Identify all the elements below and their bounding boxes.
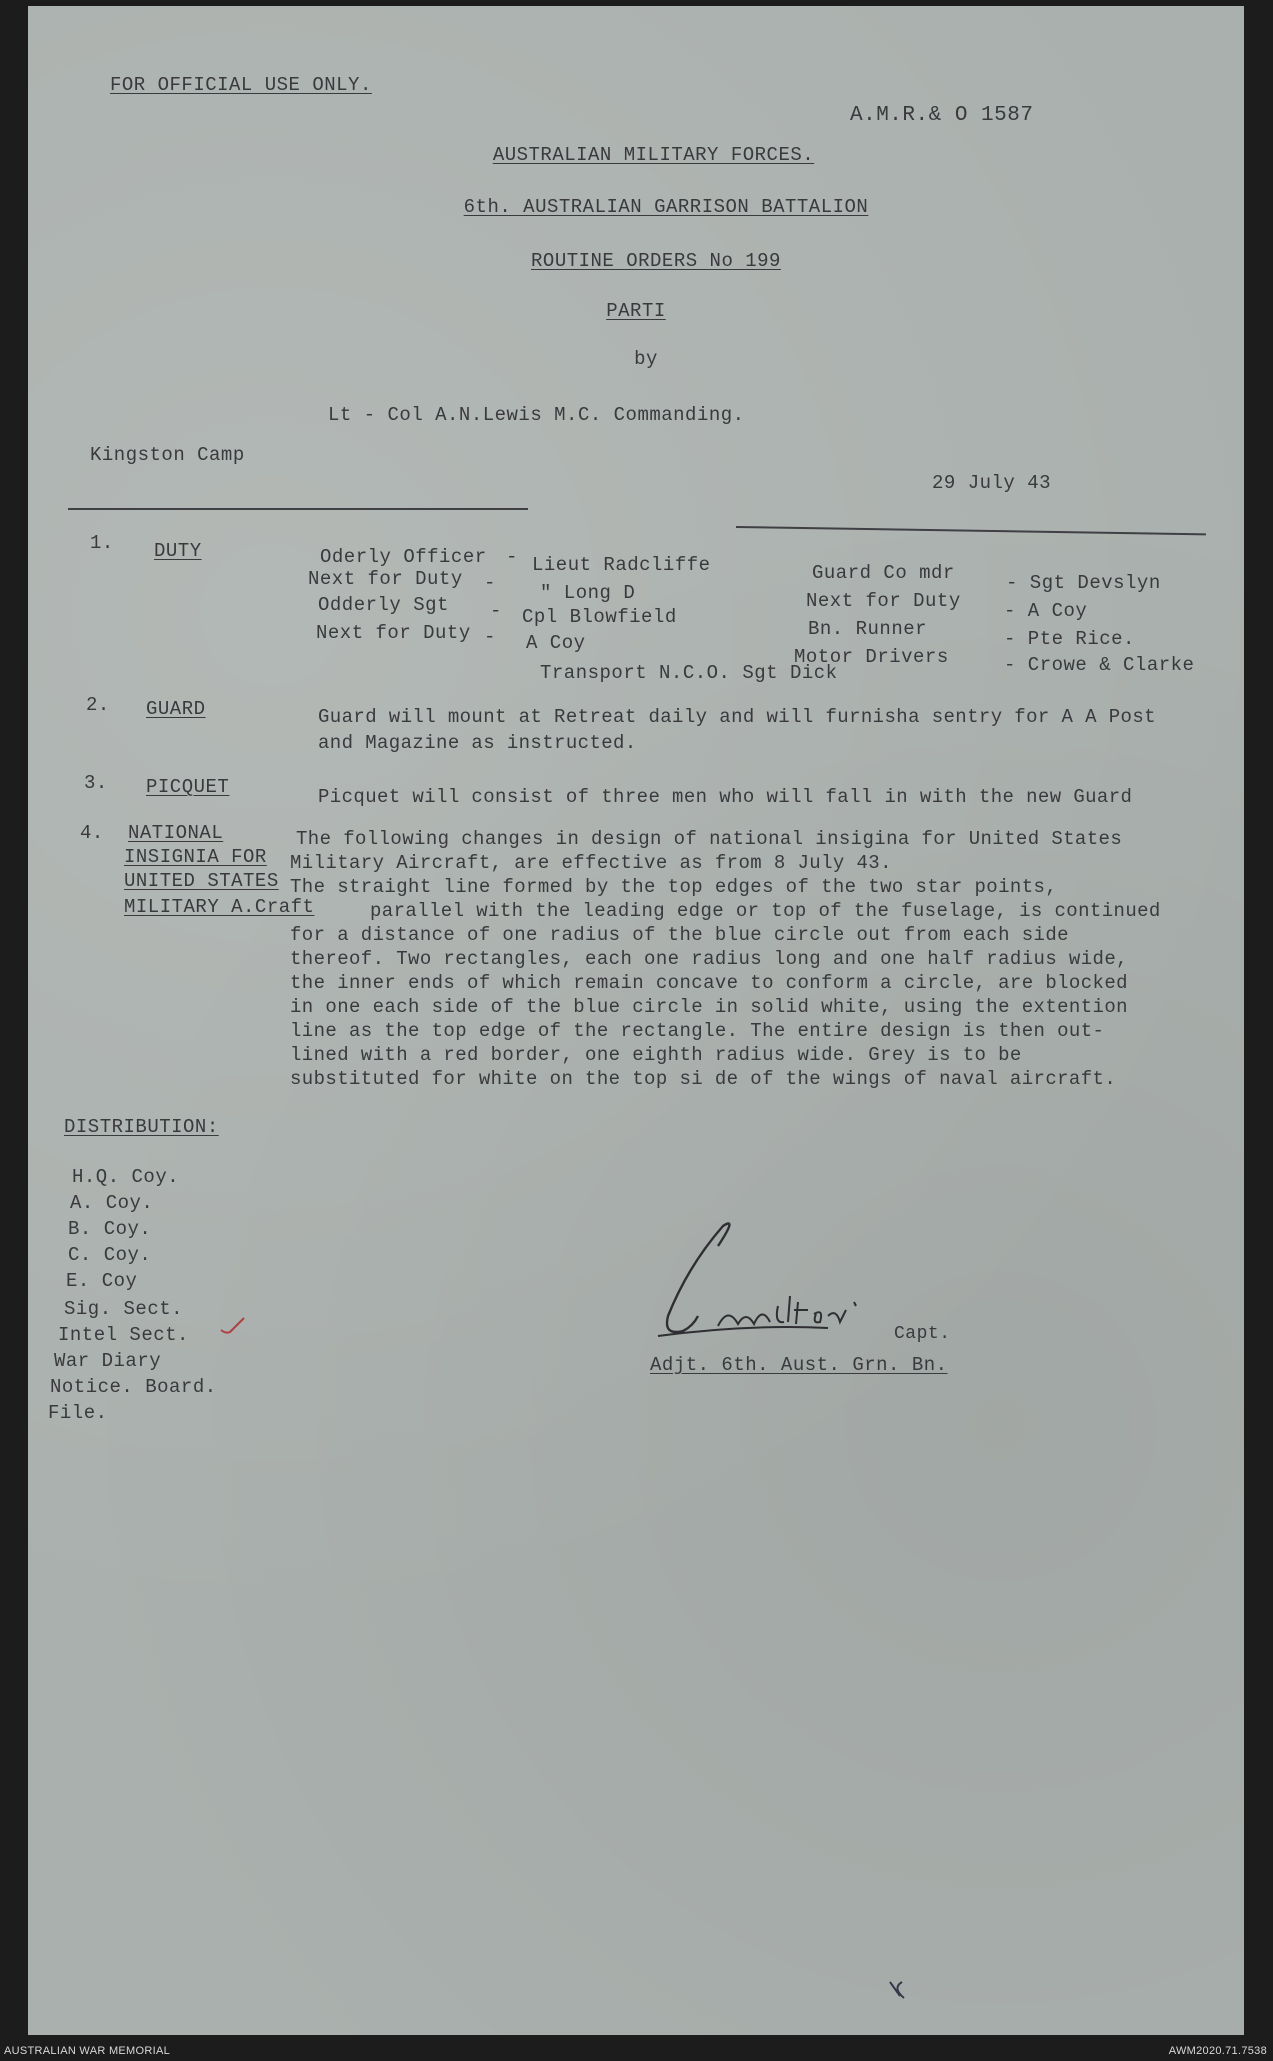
- signatory-rank: Capt.: [894, 1324, 951, 1344]
- duty-role: Next for Duty: [308, 568, 463, 590]
- distribution-item: C. Coy.: [68, 1244, 152, 1266]
- transport-nco: Transport N.C.O. Sgt Dick: [540, 662, 838, 684]
- duty-value: - Crowe & Clarke: [1004, 654, 1195, 676]
- red-tick-mark: [218, 1314, 248, 1338]
- title-routine-orders: ROUTINE ORDERS No 199: [531, 250, 781, 272]
- distribution-item: War Diary: [54, 1350, 162, 1372]
- picquet-text-line: Picquet will consist of three men who will fall in with the new Guard: [318, 786, 1133, 808]
- insignia-text-line: thereof. Two rectangles, each one radius long and one half radius wide,: [290, 948, 1128, 970]
- title-forces: AUSTRALIAN MILITARY FORCES.: [492, 144, 815, 166]
- duty-sep: -: [484, 626, 496, 648]
- insignia-text-line: Military Aircraft, are effective as from 8 July 43.: [290, 852, 892, 874]
- document-page: [28, 6, 1244, 2035]
- duty-sep: -: [484, 572, 496, 594]
- camp-location: Kingston Camp: [90, 444, 245, 466]
- insignia-text-line: the inner ends of which remain concave to conform a circle, are blocked: [290, 972, 1128, 994]
- separator-rule-right: [736, 526, 1206, 535]
- duty-role: Oderly Officer: [320, 546, 487, 568]
- part-label: PARTI: [606, 300, 666, 322]
- duty-role: Odderly Sgt: [318, 594, 449, 616]
- distribution-item: B. Coy.: [68, 1218, 152, 1240]
- distribution-item: H.Q. Coy.: [72, 1166, 180, 1188]
- item-number: 2.: [86, 694, 110, 716]
- insignia-heading-line: INSIGNIA FOR: [124, 846, 267, 868]
- by-label: by: [634, 348, 658, 370]
- distribution-item: Sig. Sect.: [64, 1298, 184, 1320]
- distribution-item: A. Coy.: [70, 1192, 154, 1214]
- insignia-text-line: parallel with the leading edge or top of the fuselage, is continued: [370, 900, 1161, 922]
- distribution-item: Notice. Board.: [50, 1376, 217, 1398]
- duty-name: Cpl Blowfield: [522, 606, 677, 628]
- guard-text-line: and Magazine as instructed.: [318, 732, 637, 754]
- duty-role: Next for Duty: [316, 622, 471, 644]
- item-heading-guard: GUARD: [146, 698, 206, 720]
- insignia-text-line: The following changes in design of national insigina for United States: [296, 828, 1123, 850]
- insignia-text-line: line as the top edge of the rectangle. The entire design is then out-: [290, 1020, 1105, 1042]
- insignia-text-line: The straight line formed by the top edges of the two star points,: [290, 876, 1058, 898]
- duty-role: Bn. Runner: [808, 618, 928, 640]
- insignia-text-line: for a distance of one radius of the blue circle out from each side: [290, 924, 1069, 946]
- duty-name: A Coy: [526, 632, 586, 654]
- pencil-mark: [884, 1974, 914, 2004]
- insignia-text-line: lined with a red border, one eighth radius wide. Grey is to be: [290, 1044, 1022, 1066]
- item-heading-duty: DUTY: [154, 540, 202, 562]
- separator-rule-left: [68, 508, 528, 510]
- insignia-heading-line: MILITARY A.Craft: [124, 896, 315, 918]
- item-number: 4.: [80, 822, 104, 844]
- distribution-item: File.: [48, 1402, 108, 1424]
- duty-value: - Pte Rice.: [1004, 628, 1135, 650]
- item-number: 1.: [90, 532, 114, 554]
- order-date: 29 July 43: [932, 472, 1052, 494]
- duty-name: " Long D: [540, 582, 636, 604]
- insignia-heading-line: UNITED STATES: [124, 870, 279, 892]
- insignia-text-line: in one each side of the blue circle in solid white, using the extention: [290, 996, 1128, 1018]
- insignia-text-line: substituted for white on the top si de of the wings of naval aircraft.: [290, 1068, 1117, 1090]
- guard-text-line: Guard will mount at Retreat daily and will furnisha sentry for A A Post: [318, 706, 1156, 728]
- item-heading-picquet: PICQUET: [146, 776, 230, 798]
- signatory-appointment: Adjt. 6th. Aust. Grn. Bn.: [650, 1354, 948, 1376]
- footer-accession-number: AWM2020.71.7538: [1168, 2045, 1267, 2057]
- footer-institution: AUSTRALIAN WAR MEMORIAL: [4, 2045, 171, 2057]
- commanding-officer: Lt - Col A.N.Lewis M.C. Commanding.: [328, 404, 745, 426]
- distribution-item: E. Coy: [66, 1270, 138, 1292]
- insignia-heading-line: NATIONAL: [128, 822, 224, 844]
- distribution-item: Intel Sect.: [58, 1324, 189, 1346]
- distribution-heading: DISTRIBUTION:: [64, 1116, 219, 1138]
- duty-name: Lieut Radcliffe: [532, 554, 711, 576]
- duty-role: Next for Duty: [806, 590, 961, 612]
- duty-value: - Sgt Devslyn: [1006, 572, 1161, 594]
- duty-role: Guard Co mdr: [812, 562, 955, 584]
- item-number: 3.: [84, 772, 108, 794]
- duty-sep: -: [490, 600, 502, 622]
- duty-sep: -: [506, 546, 518, 568]
- classification-label: FOR OFFICIAL USE ONLY.: [110, 74, 372, 96]
- title-battalion: 6th. AUSTRALIAN GARRISON BATTALION: [463, 196, 869, 218]
- duty-role: Motor Drivers: [794, 646, 949, 668]
- duty-value: - A Coy: [1004, 600, 1088, 622]
- reference-number: A.M.R.& O 1587: [850, 104, 1034, 127]
